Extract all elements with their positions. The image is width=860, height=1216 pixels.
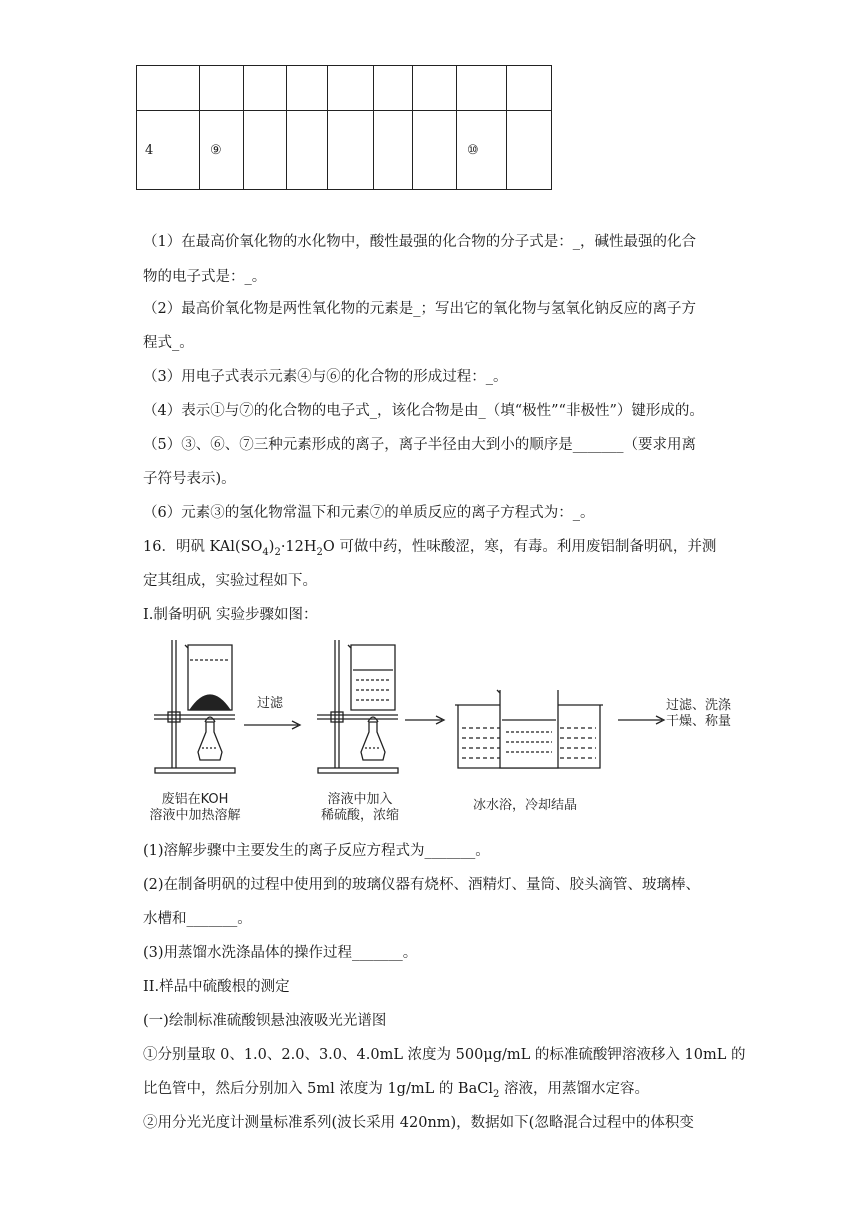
section-1-heading: I.制备明矾 实验步骤如图： [143,607,318,623]
question-15-part-2-cont: 程式_。 [143,335,194,351]
table-cell [374,111,413,190]
question-15-part-4: （4）表示①与⑦的化合物的电子式_，该化合物是由_（填“极性”“非极性”）键形成的。 [143,403,704,419]
arrow-label-filter: 过滤 [256,696,283,711]
table-cell [328,111,374,190]
question-16-intro-cont: 定其组成，实验过程如下。 [143,573,317,589]
arrow-label-final-2: 干燥、称量 [666,714,732,729]
table-row [137,111,552,190]
table-cell [507,66,552,111]
table-cell-period: 4 [137,111,200,190]
arrow-label-final-1: 过滤、洗涤 [666,698,732,713]
table-cell [287,111,328,190]
table-cell [507,111,552,190]
procedure-step-1: ①分别量取 0、1.0、2.0、3.0、4.0mL 浓度为 500μg/mL 的标准硫酸钾溶液移入 10mL 的 [143,1047,746,1063]
table-cell [244,111,287,190]
caption-step-3: 冰水浴，冷却结晶 [472,798,577,813]
question-16-step-2-cont: 水槽和_______。 [143,911,252,927]
table-cell [287,66,328,111]
question-15-part-1-cont: 物的电子式是：_。 [143,269,267,285]
question-15-part-5-cont: 子符号表示)。 [143,471,236,487]
question-16-intro: 16．明矾 $KAl(SO_4)_2\cdot 12H_2O$ 可做中药，性味酸涩，寒，有毒。利用废铝制备明矾，并测 [143,539,717,558]
table-cell [244,66,287,111]
table-cell [413,66,457,111]
caption-step-1-line2: 溶液中加热溶解 [149,808,241,823]
question-15-part-1: （1）在最高价氧化物的水化物中，酸性最强的化合物的分子式是：_，碱性最强的化合 [143,234,696,250]
table-cell [200,66,244,111]
caption-step-2-line2: 稀硫酸，浓缩 [320,808,399,823]
section-2-heading: II.样品中硫酸根的测定 [143,979,290,995]
table-row [137,66,552,111]
procedure-step-1-cont: 比色管中，然后分别加入 5ml 浓度为 1g/mL 的 BaCl$_2$ 溶液，用蒸馏水定容。 [143,1081,649,1100]
table-cell [374,66,413,111]
question-15-part-3: （3）用电子式表示元素④与⑥的化合物的形成过程：_。 [143,369,508,385]
caption-step-1-line1: 废铝在KOH [161,792,229,807]
procedure-step-2: ②用分光光度计测量标准系列(波长采用 420nm)，数据如下(忽略混合过程中的体积变 [143,1115,694,1131]
question-15-part-6: （6）元素③的氢化物常温下和元素⑦的单质反应的离子方程式为：_。 [143,505,595,521]
table-cell [328,66,374,111]
table-cell [457,66,507,111]
periodic-table-fragment [136,65,552,190]
table-cell [413,111,457,190]
question-16-step-1: (1)溶解步骤中主要发生的离子反应方程式为_______。 [143,843,490,859]
subsection-1-heading: (一)绘制标准硫酸钡悬浊液吸光光谱图 [143,1013,387,1029]
question-16-step-3: (3)用蒸馏水洗涤晶体的操作过程_______。 [143,945,418,961]
question-15-part-5: （5）③、⑥、⑦三种元素形成的离子，离子半径由大到小的顺序是_______（要求用离 [143,437,696,453]
question-15-part-2: （2）最高价氧化物是两性氧化物的元素是_；写出它的氧化物与氢氧化钠反应的离子方 [143,301,696,317]
question-16-step-2: (2)在制备明矾的过程中使用到的玻璃仪器有烧杯、酒精灯、量筒、胶头滴管、玻璃棒、 [143,877,701,893]
caption-step-2-line1: 溶液中加入 [327,792,393,807]
experiment-diagram [140,640,760,825]
table-cell-element-9: ⑨ [200,111,244,190]
table-cell [137,66,200,111]
table-cell-element-10: ⑩ [457,111,507,190]
